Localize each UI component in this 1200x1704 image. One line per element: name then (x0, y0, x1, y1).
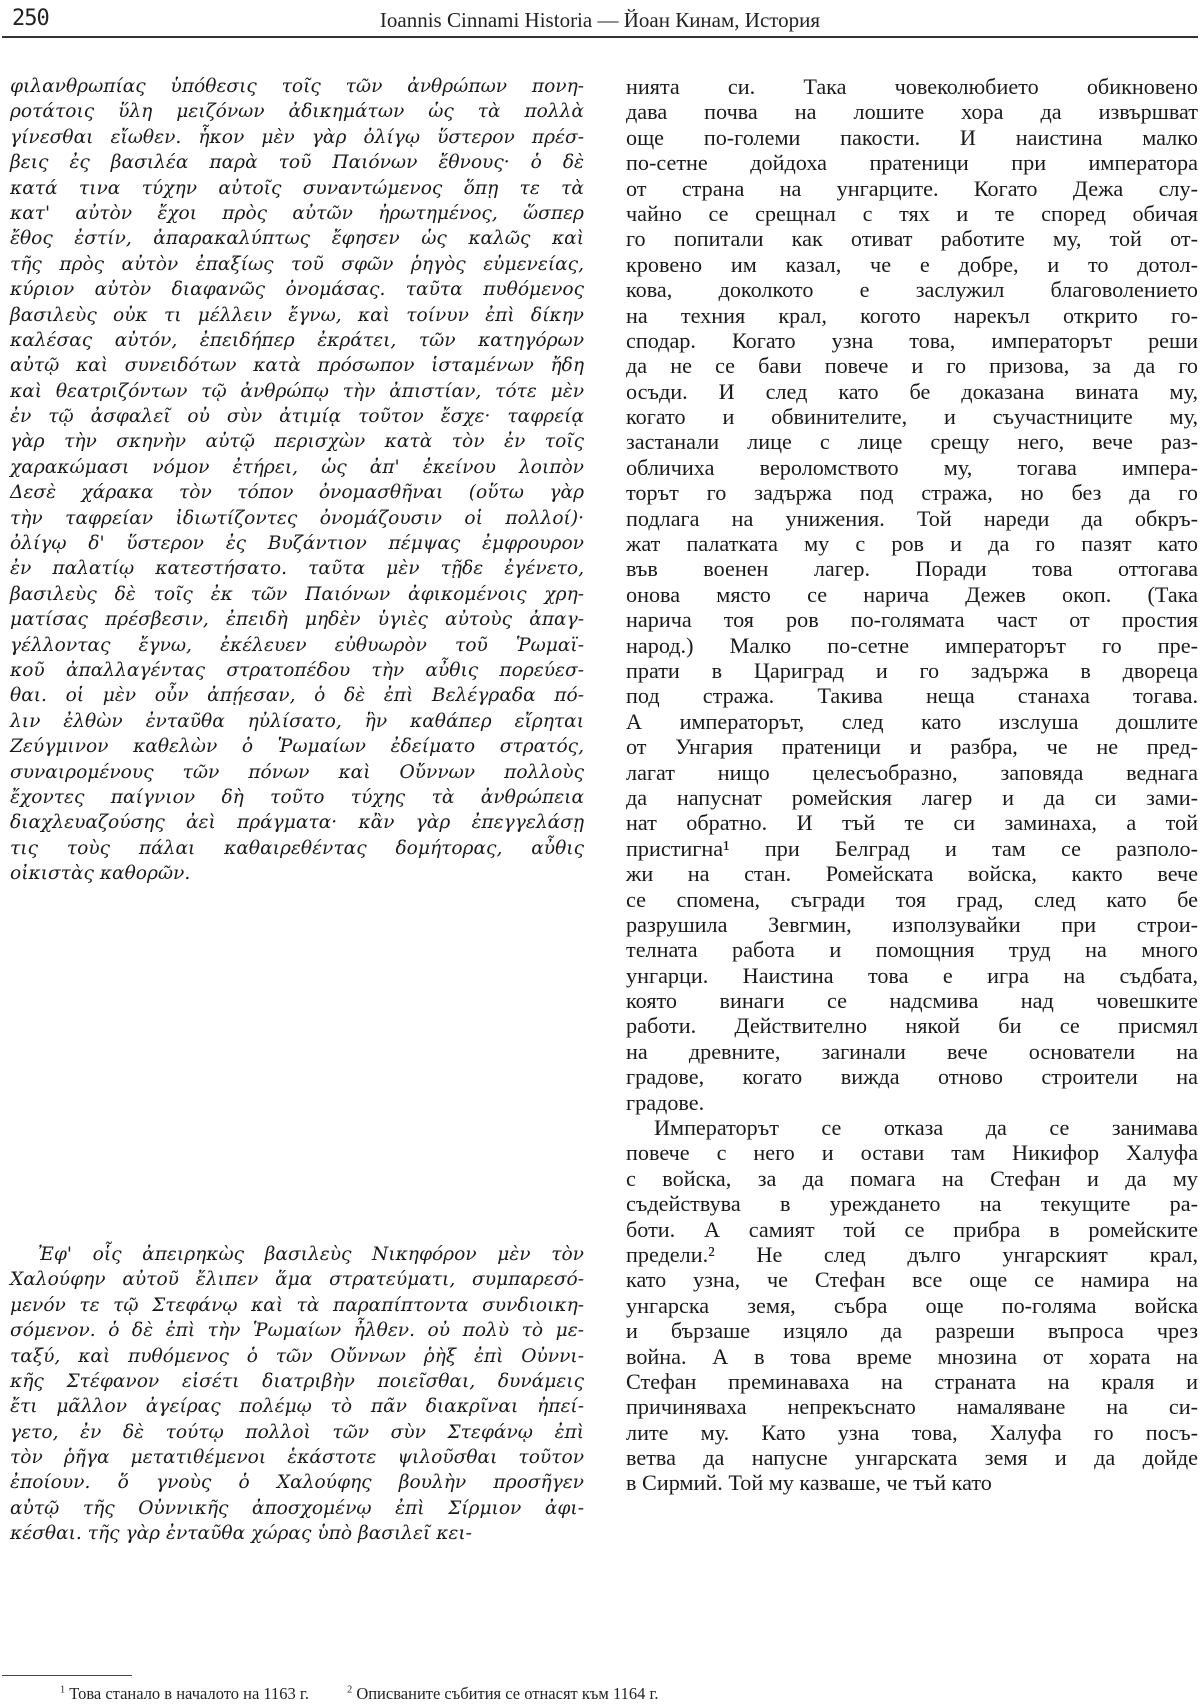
footnote-marker: 2 (347, 1684, 353, 1696)
text-line: прати в Цариград и го задържа в двореца (626, 657, 1198, 683)
text-line: καλέσας αὐτόν, ἐπειδήπερ ἐκράτει, τῶν κατηγόρων (10, 329, 584, 351)
header-rule (2, 36, 1198, 38)
running-title: Ioannis Cinnami Historia — Йоан Кинам, История (379, 8, 821, 32)
text-line: αὐτῷ τῆς Οὐννικῆς ἀποσχομένῳ ἐπὶ Σίρμιον ἀφι- (10, 1497, 584, 1519)
text-line: лагат нищо целесъобразно, заповяда веднага (626, 759, 1198, 785)
text-line: τὴν ταφρείαν ἰδιωτίζοντες ὀνομάζουσιν οἱ πολλοί)· (10, 507, 584, 529)
page-header (0, 0, 1200, 44)
text-line: унгарци. Наистина това е игра на съдбата, (626, 962, 1198, 988)
text-line: осъди. И след като бе доказана вината му, (626, 378, 1198, 404)
text-line: подлага на унижения. Той нареди да обкръ- (626, 505, 1198, 531)
text-line: която винаги се надсмива над човешките (626, 988, 1198, 1014)
text-line: κύριον αὐτὸν διαφανῶς ὀνομάσας. ταῦτα πυθόμενος (10, 279, 584, 301)
text-line: жи на стан. Ромейската войска, както вече (626, 861, 1198, 887)
text-line: κέσθαι. τῆς γὰρ ἐνταῦθα χώρας ὑπὸ βασιλεῖ κει- (10, 1523, 472, 1545)
text-line: да не се бави повече и го призова, за да го (626, 353, 1198, 379)
text-line: ματίσας πρέσβεσιν, ἐπειδὴ μηδὲν ὑγιὲς αὐτοὺς ἀπαγ- (10, 609, 584, 631)
text-line: αὐτῷ καὶ συνειδότων κατὰ πρόσωπον ἱσταμένων ἤδη (10, 355, 584, 377)
text-line: от Унгария пратеници и разбра, че не пред- (626, 734, 1198, 760)
text-line: ἐν τῷ ἀσφαλεῖ οὐ σὺν ἀτιμίᾳ τοῦτον ἔσχε· ταφρείᾳ (10, 406, 584, 428)
bulgarian-paragraph-1 (626, 74, 1198, 1115)
text-line: σόμενον. ὁ δὲ ἐπὶ τὴν Ῥωμαίων ἦλθεν. οὐ πολὺ τὸ με- (10, 1320, 584, 1342)
text-line: предели.² Не след дълго унгарският крал, (626, 1241, 1198, 1267)
text-line: κατά τινα τύχην αὐτοῖς συναντώμενος ὅπῃ τε τὰ (10, 177, 584, 199)
text-line: кровено им казал, че е добре, и то дотол- (626, 251, 1198, 277)
text-line: съдействува в уреждането на текущите ра- (626, 1191, 1198, 1217)
text-line: συναιρομένους τῶν πόνων καὶ Οὔννων πολλοὺς (10, 761, 584, 783)
text-line: онова място се нарича Дежев окоп. (Така (626, 581, 1198, 607)
text-line: γίνεσθαι εἴωθεν. ἧκον μὲν γὰρ ὀλίγῳ ὕστερον πρέσ- (10, 126, 584, 148)
text-line: телната работа и помощния труд на много (626, 937, 1198, 963)
text-line: се спомена, съгради тоя град, след като бе (626, 886, 1198, 912)
text-line: χαρακώμασι νόμον ἐτήρει, ὡς ἀπ' ἐκείνου λοιπὸν (10, 456, 584, 478)
text-line: под стража. Такива неща станаха тогава. (626, 683, 1198, 709)
text-line: унгарска земя, събра още по-голяма войска (626, 1292, 1198, 1318)
text-line: жат палатката му с ров и да го пазят като (626, 531, 1198, 557)
text-line: война. А в това време мнозина от хората на (626, 1343, 1198, 1369)
bulgarian-translation-column (626, 74, 1198, 1496)
text-line: когато и обвинителите, и съучастниците му, (626, 404, 1198, 430)
footnote-marker: 1 (60, 1684, 66, 1696)
text-line: градове, когато вижда отново строители на (626, 1064, 1198, 1090)
text-line: в Сирмий. Той му казваше, че тъй като (626, 1470, 992, 1496)
text-line: работи. Действително някой би се присмял (626, 1013, 1198, 1039)
text-line: ἔθος ἐστίν, ἀπαρακαλύπτως ἔφησεν ὡς καλῶς καὶ (10, 228, 584, 250)
text-line: κῆς Στέφανον εἰσέτι διατριβὴν ποιεῖσθαι, δυνάμεις (10, 1370, 584, 1392)
text-line: като узна, че Стефан все още се намира на (626, 1267, 1198, 1293)
text-line: на техния крал, когото нарекъл открито го- (626, 302, 1198, 328)
text-line: ἔτι μᾶλλον ἀγείρας πολέμῳ τὸ πᾶν διακρῖναι ἠπεί- (10, 1396, 584, 1418)
text-line: причиняваха непрекъснато намаляване на си- (626, 1394, 1198, 1420)
text-line: нарича тоя ров по-голямата част от простия (626, 607, 1198, 633)
text-line: βεις ἐς βασιλέα παρὰ τοῦ Παιόνων ἔθνους· ὁ δὲ (10, 152, 584, 174)
text-line: разрушила Зевгмин, използувайки при строи- (626, 911, 1198, 937)
text-line: Ἐφ' οἷς ἀπειρηκὼς βασιλεὺς Νικηφόρον μὲν τὸν (38, 1243, 584, 1265)
text-line: ὀλίγῳ δ' ὕστερον ἐς Βυζάντιον πέμψας ἐμφρουρον (10, 533, 584, 555)
text-line: τῆς πρὸς αὐτὸν ἐπαξίως τοῦ σφῶν ῥηγὸς εὐμενείας, (10, 253, 584, 275)
text-line: ταξύ, καὶ πυθόμενος ὁ τῶν Οὔννων ῥὴξ ἐπὶ Οὐννι- (10, 1345, 584, 1367)
text-line: Δεσὲ χάρακα τὸν τόπον ὀνομασθῆναι (οὕτω γὰρ (10, 482, 584, 504)
text-line: с войска, за да помага на Стефан и да му (626, 1165, 1198, 1191)
footnote-text: Това станало в началото на 1163 г. (69, 1684, 309, 1703)
text-line: боти. А самият той се прибра в ромейските (626, 1216, 1198, 1242)
text-line: κοῦ ἀπαλλαγέντας στρατοπέδου τὴν αὖθις πορεύεσ- (10, 659, 584, 681)
greek-paragraph-1 (10, 74, 584, 887)
text-line: застанали лице с лице срещу него, вече раз- (626, 429, 1198, 455)
text-line: във военен лагер. Поради това оттогава (626, 556, 1198, 582)
text-line: по-сетне дойдоха пратеници при императора (626, 150, 1198, 176)
text-line: ἐν παλατίῳ κατεστήσατο. ταῦτα μὲν τῇδε ἐγένετο, (10, 558, 584, 580)
text-line: кова, доколкото е заслужил благоволението (626, 277, 1198, 303)
text-line: Императорът се отказа да се занимава (654, 1115, 1198, 1141)
text-line: още по-големи пакости. И наистина малко (626, 124, 1198, 150)
footnote-text: Описваните събития се отнасят към 1164 г. (356, 1684, 659, 1703)
greek-paragraph-2 (10, 1242, 584, 1547)
text-line: ἐποίουν. ὅ γνοὺς ὁ Χαλούφης βουλὴν προσῆγεν (10, 1472, 584, 1494)
text-line: βασιλεὺς δὲ τοῖς ἐκ τῶν Παιόνων ἀφικομένοις χρη- (10, 583, 584, 605)
text-line: κατ' αὐτὸν ἔχοι πρὸς αὐτῶν ἠρωτημένος, ὥσπερ (10, 202, 584, 224)
text-line: А императорът, след като изслуша дошлите (626, 708, 1198, 734)
bulgarian-paragraph-2 (626, 1115, 1198, 1496)
text-line: γὰρ τὴν σκηνὴν αὐτῷ περισχὼν κατὰ τὸν ἐν τοῖς (10, 431, 584, 453)
text-line: пристигна¹ при Белград и там се разполо- (626, 835, 1198, 861)
text-line: τις τοὺς πάλαι καθαιρεθέντας δομήτορας, αὖθις (10, 837, 584, 859)
text-line: и бързаше изцяло да разреши въпроса чрез (626, 1318, 1198, 1344)
text-line: Ζεύγμινον καθελὼν ὁ Ῥωμαίων ἐδείματο στρατός, (10, 736, 584, 758)
text-line: на древните, загинали вече основатели на (626, 1038, 1198, 1064)
text-line: нията си. Така човеколюбието обикновено (626, 74, 1198, 99)
text-line: Χαλούφην αὐτοῦ ἔλιπεν ἅμα στρατεύματι, συμπαρεσό- (10, 1269, 584, 1291)
text-line: ветва да напусне унгарската земя и да дойде (626, 1445, 1198, 1471)
text-line: θαι. οἱ μὲν οὖν ἀπῄεσαν, ὁ δὲ ἐπὶ Βελέγραδα πό- (10, 685, 584, 707)
text-line: ροτάτοις ὕλη μειζόνων ἀδικημάτων ὡς τὰ πολλὰ (10, 101, 584, 123)
text-line: καὶ θεατριζόντων τῷ ἀνθρώπῳ τὴν ἀπιστίαν, τότε μὲν (10, 380, 584, 402)
text-line: градове. (626, 1089, 705, 1115)
text-line: μενόν τε τῷ Στεφάνῳ καὶ τὰ παραπίπτοντα συνδιοικη- (10, 1294, 584, 1316)
text-line: да напуснат ромейския лагер и да си зами- (626, 784, 1198, 810)
text-line: γέλλοντας ἔγνω, ἐκέλευεν εὐθυωρὸν τοῦ Ῥωμαϊ- (10, 634, 584, 656)
greek-text-column (10, 74, 584, 1547)
text-line: торът го задържа под стража, но без да го (626, 480, 1198, 506)
paragraph-gap (10, 887, 584, 1242)
text-line: λιν ἐλθὼν ἐνταῦθα ηὐλίσατο, ἣν καθάπερ εἴρηται (10, 710, 584, 732)
text-line: διαχλευαζούσης ἀεὶ πράγματα· κἂν γὰρ ἐπεγγελάσῃ (10, 812, 584, 834)
text-line: чайно се срещнал с тях и те според обичая (626, 200, 1198, 226)
footnotes (60, 1684, 693, 1704)
text-line: τὸν ῥῆγα μετατιθέμενοι ἑκάστοτε ψιλοῦσθαι τοῦτον (10, 1447, 584, 1469)
page-number: 250 (12, 6, 49, 31)
text-line: нат обратно. И тъй те си заминаха, а той (626, 810, 1198, 836)
text-line: народ.) Малко по-сетне императорът го пре- (626, 632, 1198, 658)
text-line: φιλανθρωπίας ὑπόθεσις τοῖς τῶν ἀνθρώπων πονη- (10, 76, 584, 97)
footnote-2 (347, 1684, 658, 1704)
text-line: повече с него и остави там Никифор Халуфа (626, 1140, 1198, 1166)
text-line: дава почва на лошите хора да извършват (626, 99, 1198, 125)
text-line: обличиха вероломството му, тогава импера- (626, 454, 1198, 480)
footnote-rule (2, 1675, 132, 1676)
text-line: лите му. Като узна това, Халуфа го посъ- (626, 1419, 1198, 1445)
text-line: οἰκιστὰς καθορῶν. (10, 863, 191, 885)
text-line: ἔχοντες παίγνιον δὴ τοῦτο τύχης τὰ ἀνθρώπεια (10, 786, 584, 808)
text-line: γετο, ἐν δὲ τούτῳ πολλοὶ τῶν σὺν Στεφάνῳ ἐπὶ (10, 1421, 584, 1443)
text-line: Стефан преминаваха на страната на краля и (626, 1368, 1198, 1394)
text-line: от страна на унгарците. Когато Дежа слу- (626, 175, 1198, 201)
text-line: βασιλεὺς οὐκ τι μέλλειν ἔγνω, καὶ τοίνυν ἐπὶ δίκην (10, 304, 584, 326)
text-line: сподар. Когато узна това, императорът реши (626, 327, 1198, 353)
footnote-1 (60, 1684, 309, 1704)
text-line: го попитали как отиват работите му, той от- (626, 226, 1198, 252)
